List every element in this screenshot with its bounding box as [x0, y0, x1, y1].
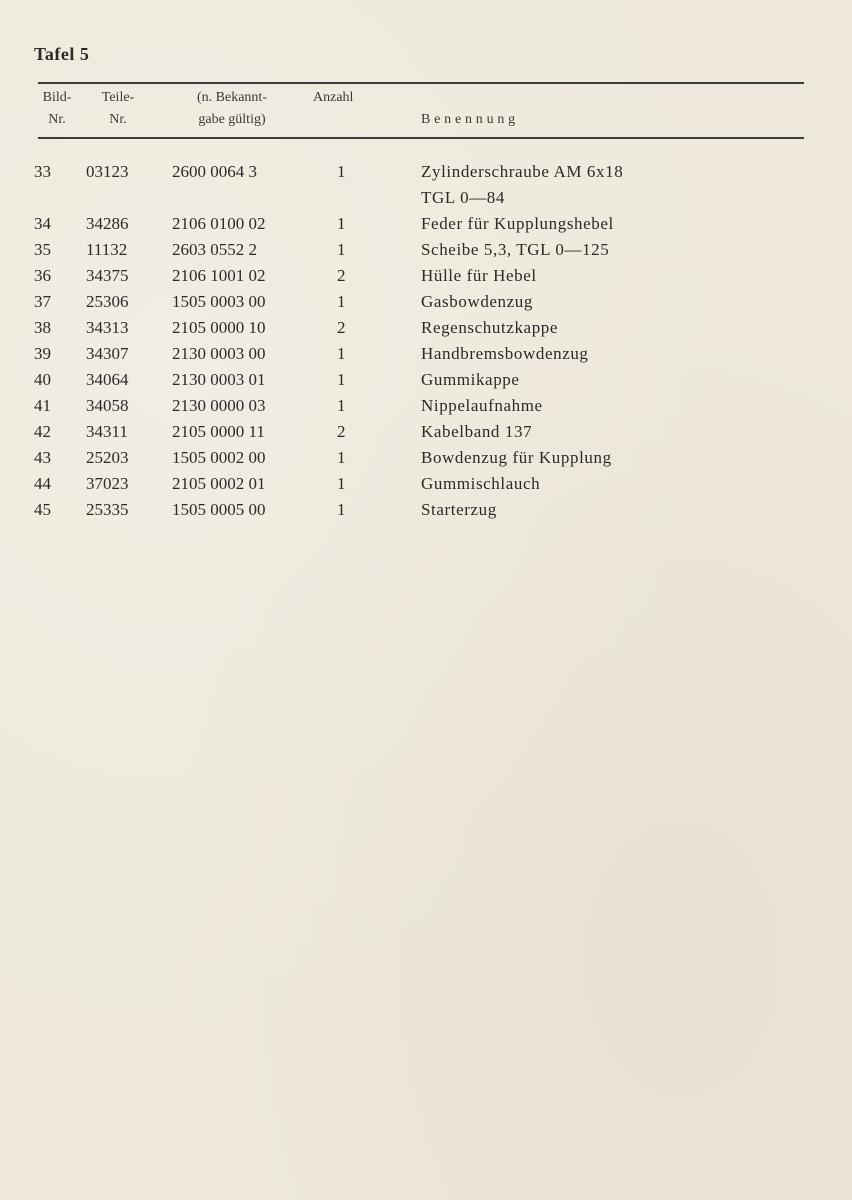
table-row [0, 471, 852, 497]
header-bild-line-1: Bild- [42, 90, 72, 105]
cell-teile-nr: 11132 [86, 240, 128, 259]
cell-benennung [421, 393, 543, 419]
cell-anzahl: 1 [337, 240, 346, 259]
cell-anzahl: 1 [337, 474, 346, 493]
benennung-line: Scheibe 5,3, TGL 0—125 [421, 240, 610, 259]
table-row [0, 497, 852, 523]
cell-teile-nr: 25335 [86, 500, 129, 519]
cell-bild-nr: 35 [34, 240, 51, 259]
cell-bekanntgabe: 1505 0005 00 [172, 500, 266, 519]
table-row [0, 367, 852, 393]
cell-teile-nr: 37023 [86, 474, 129, 493]
cell-anzahl: 1 [337, 396, 346, 415]
cell-benennung [421, 263, 537, 289]
benennung-line: Gummikappe [421, 370, 520, 389]
cell-anzahl: 2 [337, 266, 346, 285]
benennung-line: Bowdenzug für Kupplung [421, 448, 612, 467]
cell-bekanntgabe: 2105 0000 11 [172, 422, 265, 441]
benennung-line: Hülle für Hebel [421, 266, 537, 285]
cell-bekanntgabe: 2130 0000 03 [172, 396, 266, 415]
cell-bild-nr: 37 [34, 292, 51, 311]
cell-teile-nr: 25203 [86, 448, 129, 467]
table-row [0, 393, 852, 419]
header-bottom-rule [38, 137, 804, 139]
table-row [0, 211, 852, 237]
cell-benennung [421, 237, 609, 263]
cell-benennung [421, 159, 623, 211]
cell-benennung [421, 315, 558, 341]
cell-benennung [421, 471, 540, 497]
table-row [0, 419, 852, 445]
cell-teile-nr: 25306 [86, 292, 129, 311]
cell-bekanntgabe: 1505 0003 00 [172, 292, 266, 311]
parts-table-body [0, 159, 852, 523]
header-teile-nr [91, 87, 145, 131]
benennung-line: Zylinderschraube AM 6x18 [421, 162, 624, 181]
header-bekannt-line-2: gabe gültig) [198, 112, 266, 127]
header-bild-line-2: Nr. [48, 112, 66, 127]
header-top-rule [38, 82, 804, 84]
table-row [0, 315, 852, 341]
header-bekanntgabe [170, 87, 294, 131]
benennung-line: Kabelband 137 [421, 422, 533, 441]
table-row [0, 159, 852, 211]
cell-bild-nr: 40 [34, 370, 51, 389]
cell-bekanntgabe: 1505 0002 00 [172, 448, 266, 467]
cell-anzahl: 2 [337, 318, 346, 337]
header-benennung: Benennung [421, 112, 519, 127]
cell-bild-nr: 42 [34, 422, 51, 441]
benennung-line: TGL 0—84 [421, 188, 505, 207]
table-row [0, 341, 852, 367]
cell-bekanntgabe: 2106 1001 02 [172, 266, 266, 285]
table-row [0, 263, 852, 289]
benennung-line: Feder für Kupplungshebel [421, 214, 614, 233]
cell-bild-nr: 41 [34, 396, 51, 415]
cell-benennung [421, 419, 532, 445]
header-bekannt-line-1: (n. Bekannt- [197, 90, 267, 105]
benennung-line: Handbremsbowdenzug [421, 344, 589, 363]
cell-anzahl: 1 [337, 162, 346, 181]
benennung-line: Gasbowdenzug [421, 292, 534, 311]
cell-bild-nr: 44 [34, 474, 51, 493]
cell-teile-nr: 34286 [86, 214, 129, 233]
cell-bild-nr: 34 [34, 214, 51, 233]
cell-teile-nr: 34307 [86, 344, 129, 363]
benennung-line: Starterzug [421, 500, 497, 519]
header-teile-line-1: Teile- [101, 90, 135, 105]
cell-anzahl: 1 [337, 292, 346, 311]
cell-bild-nr: 38 [34, 318, 51, 337]
cell-benennung [421, 341, 589, 367]
cell-bild-nr: 45 [34, 500, 51, 519]
table-row [0, 289, 852, 315]
cell-benennung [421, 445, 612, 471]
cell-benennung [421, 211, 614, 237]
cell-bild-nr: 39 [34, 344, 51, 363]
benennung-line: Regenschutzkappe [421, 318, 559, 337]
table-row [0, 445, 852, 471]
cell-bild-nr: 36 [34, 266, 51, 285]
cell-teile-nr: 34311 [86, 422, 128, 441]
header-anzahl: Anzahl [313, 90, 354, 105]
cell-bekanntgabe: 2130 0003 01 [172, 370, 266, 389]
cell-teile-nr: 34375 [86, 266, 129, 285]
benennung-line: Gummischlauch [421, 474, 541, 493]
cell-benennung [421, 289, 533, 315]
cell-anzahl: 1 [337, 500, 346, 519]
cell-teile-nr: 34058 [86, 396, 129, 415]
cell-anzahl: 1 [337, 344, 346, 363]
cell-bekanntgabe: 2603 0552 2 [172, 240, 257, 259]
cell-anzahl: 1 [337, 448, 346, 467]
cell-teile-nr: 34064 [86, 370, 129, 389]
cell-teile-nr: 34313 [86, 318, 129, 337]
cell-anzahl: 2 [337, 422, 346, 441]
cell-bekanntgabe: 2130 0003 00 [172, 344, 266, 363]
cell-bild-nr: 43 [34, 448, 51, 467]
cell-teile-nr: 03123 [86, 162, 129, 181]
cell-bekanntgabe: 2105 0002 01 [172, 474, 266, 493]
header-teile-line-2: Nr. [109, 112, 127, 127]
cell-bekanntgabe: 2600 0064 3 [172, 162, 257, 181]
table-row [0, 237, 852, 263]
cell-bekanntgabe: 2106 0100 02 [172, 214, 266, 233]
cell-benennung [421, 367, 520, 393]
cell-anzahl: 1 [337, 214, 346, 233]
cell-benennung [421, 497, 497, 523]
benennung-line: Nippelaufnahme [421, 396, 543, 415]
cell-anzahl: 1 [337, 370, 346, 389]
cell-bekanntgabe: 2105 0000 10 [172, 318, 266, 337]
cell-bild-nr: 33 [34, 162, 51, 181]
page-title: Tafel 5 [34, 44, 90, 64]
header-bild-nr [37, 87, 77, 131]
